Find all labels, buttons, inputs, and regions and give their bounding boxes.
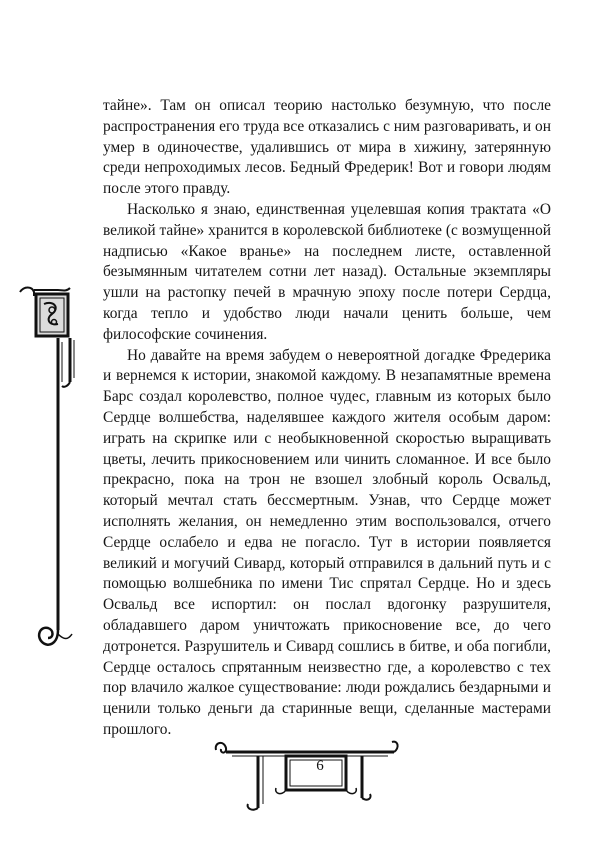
paragraph-1: тайне». Там он описал теорию настолько безумную, что после распространения его труда все отказались с ним разговаривать, и он умер в одиночестве, удалившись от мира в хижину, затерянную среди непроходимых лесов. Бедный Фредерик! Вот и говори людям после этого правду. <box>103 97 551 198</box>
page-number-ornament-icon <box>212 738 402 816</box>
page-number: 6 <box>316 758 324 774</box>
body-text <box>103 96 551 741</box>
paragraph-2: Насколько я знаю, единственная уцелевшая копия трактата «О великой тайне» хранится в королевской библиотеке (с возмущенной надписью «Какое вранье» на последнем листе, оставленной безымянным читателем сотни лет назад). Остальные экземпляры ушли на растопку печей в мрачную эпоху после потери Сердца, когда тепло и удобство люди начали ценить больше, чем философские сочинения. <box>103 200 551 343</box>
left-ornament-icon <box>18 282 88 672</box>
paragraph-3: Но давайте на время забудем о невероятной догадке Фредерика и вернемся к истории, знакомой каждому. В незапамятные времена Барс создал королевство, полное чудес, главным из которых было Сердце волшебства, наделявшее каждого жителя особым даром: играть на скрипке или с необыкновенной скоростью выращивать цветы, лечить прикосновением или чинить сломанное. И все было прекрасно, пока на трон не взошел злобный король Освальд, который мечтал стать бессмертным. Узнав, что Сердце может исполнять желания, он немедленно этим воспользовался, отчего Сердце ослабело и едва не погасло. Тут в истории появляется великий и могучий Сивард, который отправился в дальний путь и с помощью волшебника по имени Тис спрятал Сердце. Но и здесь Освальд все испортил: он послал вдогонку разрушителя, обладавшего даром уничтожать прикосновение все, до чего дотронется. Разрушитель и Сивард сошлись в битве, и оба погибли, Сердце осталось спрятанным неизвестно где, а королевство с тех пор влачило жалкое существование: люди рождались бездарными и ценили только деньги да старинные вещи, сделанные мастерами прошлого. <box>103 346 551 738</box>
